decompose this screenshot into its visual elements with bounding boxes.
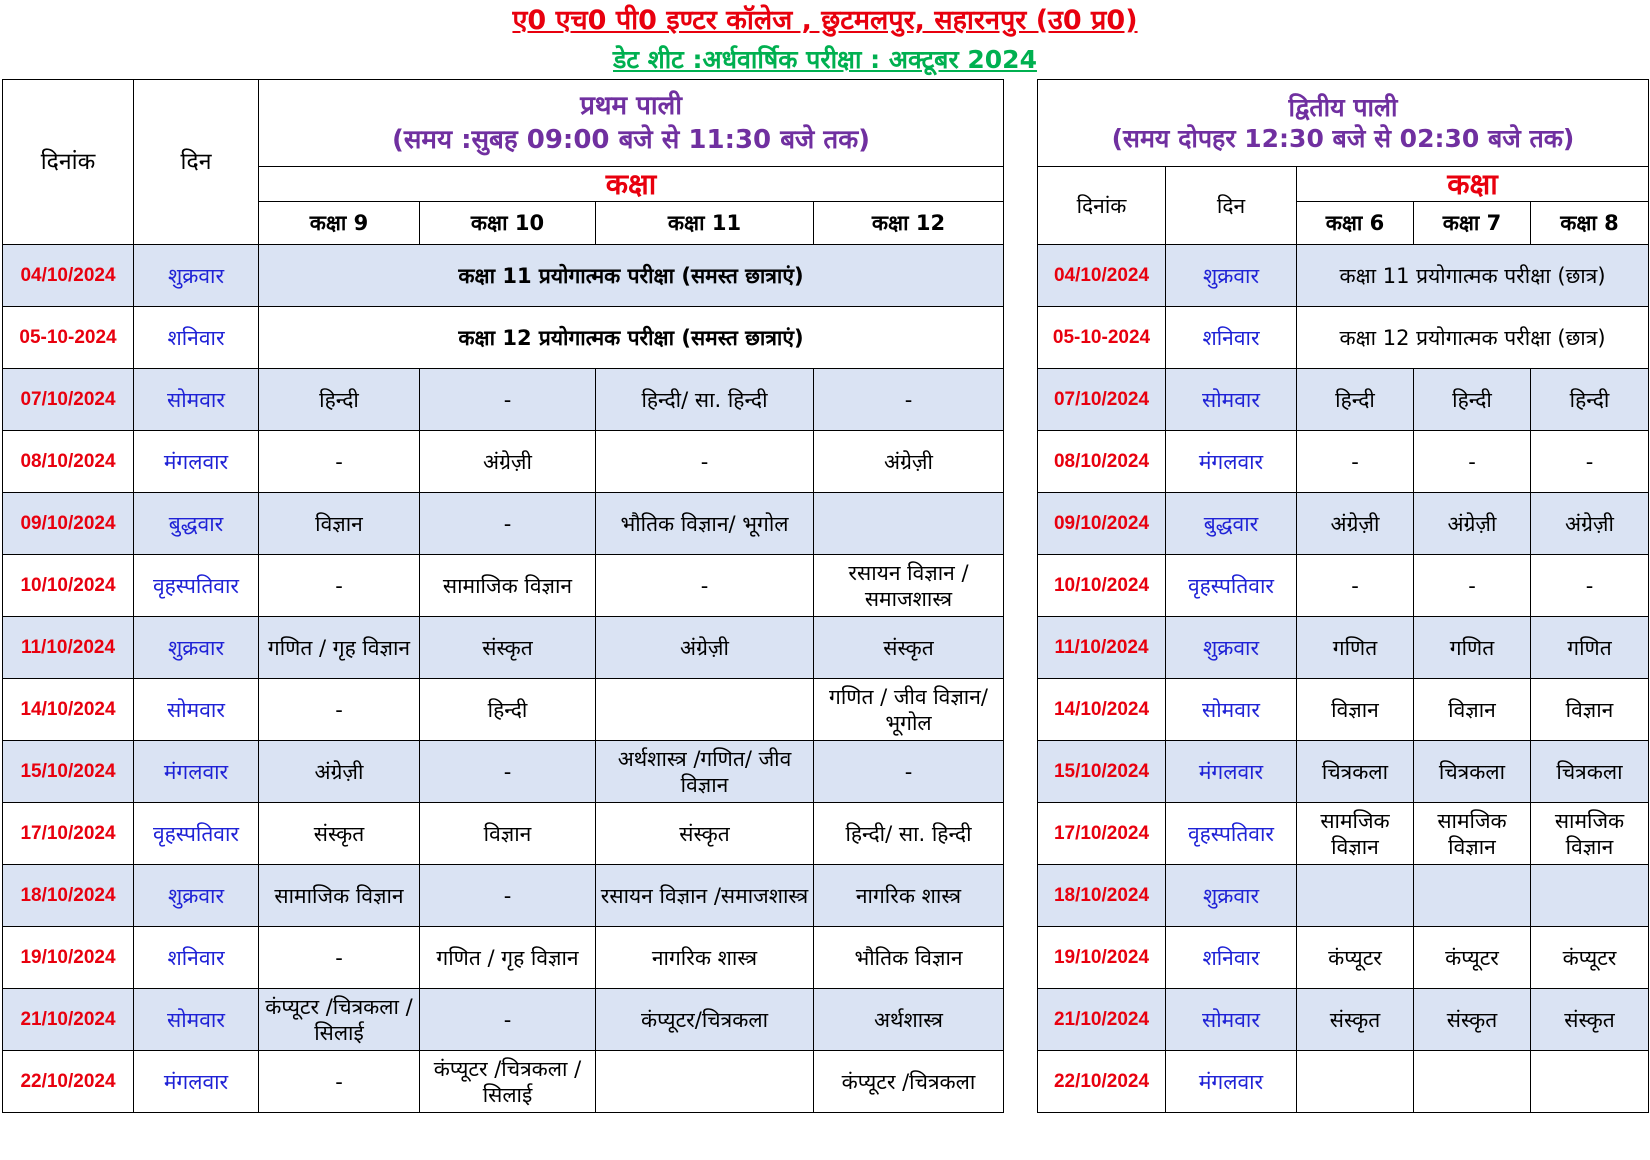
shift2-date-cell: 19/10/2024 xyxy=(1038,927,1166,989)
shift2-name: द्वितीय पाली xyxy=(1288,93,1398,122)
shift2-day-cell: सोमवार xyxy=(1166,989,1297,1051)
class-6-header: कक्षा 6 xyxy=(1297,202,1414,245)
day-cell: शनिवार xyxy=(134,927,259,989)
day-cell: बुद्धवार xyxy=(134,493,259,555)
day-cell: मंगलवार xyxy=(134,431,259,493)
date-cell: 22/10/2024 xyxy=(3,1051,134,1113)
shift1-subject-cell: कंप्यूटर /चित्रकला xyxy=(814,1051,1004,1113)
shift2-subject-cell: चित्रकला xyxy=(1531,741,1649,803)
date-cell: 19/10/2024 xyxy=(3,927,134,989)
shift2-subject-cell: गणित xyxy=(1297,617,1414,679)
shift2-day-cell: मंगलवार xyxy=(1166,1051,1297,1113)
shift1-merged-cell: कक्षा 11 प्रयोगात्मक परीक्षा (समस्त छात्राएं) xyxy=(259,245,1004,307)
table-row xyxy=(3,927,1649,989)
shift1-subject-cell: - xyxy=(259,679,420,741)
shift1-subject-cell: संस्कृत xyxy=(420,617,596,679)
shift1-subject-cell: - xyxy=(420,493,596,555)
table-row xyxy=(3,865,1649,927)
shift1-subject-cell: - xyxy=(259,927,420,989)
day-cell: वृहस्पतिवार xyxy=(134,803,259,865)
shift2-subject-cell: गणित xyxy=(1414,617,1531,679)
header-row-1 xyxy=(3,80,1649,167)
day-cell: सोमवार xyxy=(134,989,259,1051)
shift2-subject-cell: चित्रकला xyxy=(1297,741,1414,803)
shift2-day-cell: सोमवार xyxy=(1166,369,1297,431)
shift-gap xyxy=(1004,80,1038,1113)
table-row xyxy=(3,369,1649,431)
shift2-date-cell: 15/10/2024 xyxy=(1038,741,1166,803)
shift1-subject-cell: संस्कृत xyxy=(814,617,1004,679)
shift2-subject-cell: विज्ञान xyxy=(1414,679,1531,741)
shift2-subject-cell: कंप्यूटर xyxy=(1531,927,1649,989)
day-cell: सोमवार xyxy=(134,679,259,741)
shift2-date-cell: 05-10-2024 xyxy=(1038,307,1166,369)
class-12-header: कक्षा 12 xyxy=(814,202,1004,245)
shift2-time: (समय दोपहर 12:30 बजे से 02:30 बजे तक) xyxy=(1111,124,1575,153)
date-cell: 05-10-2024 xyxy=(3,307,134,369)
shift2-subject-cell: - xyxy=(1414,555,1531,617)
shift1-time: (समय :सुबह 09:00 बजे से 11:30 बजे तक) xyxy=(391,125,871,155)
shift2-subject-cell: विज्ञान xyxy=(1531,679,1649,741)
shift2-subject-cell xyxy=(1414,1051,1531,1113)
shift2-subject-cell: - xyxy=(1297,431,1414,493)
shift2-day-cell: शुक्रवार xyxy=(1166,245,1297,307)
shift2-day-cell: शुक्रवार xyxy=(1166,865,1297,927)
day-cell: शनिवार xyxy=(134,307,259,369)
shift1-subject-cell: हिन्दी/ सा. हिन्दी xyxy=(814,803,1004,865)
date-cell: 18/10/2024 xyxy=(3,865,134,927)
shift2-day-cell: बुद्धवार xyxy=(1166,493,1297,555)
shift1-subject-cell: भौतिक विज्ञान xyxy=(814,927,1004,989)
day-cell: शुक्रवार xyxy=(134,245,259,307)
shift2-subject-cell: अंग्रेज़ी xyxy=(1531,493,1649,555)
shift1-subject-cell: कंप्यूटर /चित्रकला /सिलाई xyxy=(420,1051,596,1113)
table-row xyxy=(3,989,1649,1051)
date-cell: 17/10/2024 xyxy=(3,803,134,865)
shift2-day-cell: सोमवार xyxy=(1166,679,1297,741)
date-cell: 15/10/2024 xyxy=(3,741,134,803)
shift2-subject-cell: हिन्दी xyxy=(1414,369,1531,431)
date-cell: 21/10/2024 xyxy=(3,989,134,1051)
shift1-subject-cell: - xyxy=(259,1051,420,1113)
shift2-subject-cell xyxy=(1531,865,1649,927)
day-cell: शुक्रवार xyxy=(134,617,259,679)
date-cell: 08/10/2024 xyxy=(3,431,134,493)
shift1-subject-cell: गणित / गृह विज्ञान xyxy=(420,927,596,989)
table-row xyxy=(3,493,1649,555)
shift2-date-cell: 11/10/2024 xyxy=(1038,617,1166,679)
shift1-subject-cell: - xyxy=(259,555,420,617)
shift1-name: प्रथम पाली xyxy=(580,91,682,121)
shift2-subject-cell: गणित xyxy=(1531,617,1649,679)
shift1-subject-cell: - xyxy=(814,741,1004,803)
day-cell: वृहस्पतिवार xyxy=(134,555,259,617)
table-row xyxy=(3,617,1649,679)
table-row xyxy=(3,741,1649,803)
shift1-subject-cell: अंग्रेज़ी xyxy=(420,431,596,493)
date-cell: 09/10/2024 xyxy=(3,493,134,555)
shift2-date-cell: 07/10/2024 xyxy=(1038,369,1166,431)
shift2-subject-cell: संस्कृत xyxy=(1414,989,1531,1051)
shift2-subject-cell: संस्कृत xyxy=(1531,989,1649,1051)
shift1-subject-cell: विज्ञान xyxy=(420,803,596,865)
shift2-day-cell: शुक्रवार xyxy=(1166,617,1297,679)
shift2-subject-cell xyxy=(1414,865,1531,927)
shift1-subject-cell: सामाजिक विज्ञान xyxy=(259,865,420,927)
shift2-day-cell: मंगलवार xyxy=(1166,431,1297,493)
date-cell: 14/10/2024 xyxy=(3,679,134,741)
shift2-subject-cell: सामजिक विज्ञान xyxy=(1414,803,1531,865)
shift2-date-cell: 09/10/2024 xyxy=(1038,493,1166,555)
shift1-subject-cell: संस्कृत xyxy=(259,803,420,865)
shift1-subject-cell: विज्ञान xyxy=(259,493,420,555)
shift2-subject-cell: विज्ञान xyxy=(1297,679,1414,741)
shift1-subject-cell: रसायन विज्ञान /समाजशास्त्र xyxy=(596,865,814,927)
shift1-merged-cell: कक्षा 12 प्रयोगात्मक परीक्षा (समस्त छात्राएं) xyxy=(259,307,1004,369)
shift2-subject-cell xyxy=(1297,865,1414,927)
shift2-date-cell: 10/10/2024 xyxy=(1038,555,1166,617)
shift2-subject-cell: - xyxy=(1297,555,1414,617)
shift2-day-cell: वृहस्पतिवार xyxy=(1166,803,1297,865)
day-cell: मंगलवार xyxy=(134,1051,259,1113)
shift1-subject-cell xyxy=(596,1051,814,1113)
shift2-date-cell: 21/10/2024 xyxy=(1038,989,1166,1051)
shift1-subject-cell xyxy=(596,679,814,741)
date-column-header: दिनांक xyxy=(3,80,134,245)
table-row xyxy=(3,245,1649,307)
shift1-subject-cell: गणित / गृह विज्ञान xyxy=(259,617,420,679)
shift1-subject-cell: अंग्रेज़ी xyxy=(596,617,814,679)
shift1-subject-cell: अंग्रेज़ी xyxy=(259,741,420,803)
shift2-subject-cell: चित्रकला xyxy=(1414,741,1531,803)
shift1-subject-cell: - xyxy=(814,369,1004,431)
shift1-subject-cell: भौतिक विज्ञान/ भूगोल xyxy=(596,493,814,555)
shift2-date-column-header: दिनांक xyxy=(1038,167,1166,245)
shift1-class-label: कक्षा xyxy=(259,167,1004,202)
shift1-subject-cell: गणित / जीव विज्ञान/ भूगोल xyxy=(814,679,1004,741)
shift2-subject-cell xyxy=(1531,1051,1649,1113)
table-row xyxy=(3,1051,1649,1113)
shift1-subject-cell: - xyxy=(420,369,596,431)
shift1-subject-cell: सामाजिक विज्ञान xyxy=(420,555,596,617)
shift2-date-cell: 08/10/2024 xyxy=(1038,431,1166,493)
shift1-subject-cell: रसायन विज्ञान /समाजशास्त्र xyxy=(814,555,1004,617)
shift2-header xyxy=(1038,80,1649,167)
shift2-subject-cell: सामजिक विज्ञान xyxy=(1531,803,1649,865)
shift2-subject-cell: - xyxy=(1531,431,1649,493)
shift2-day-cell: शनिवार xyxy=(1166,307,1297,369)
table-row xyxy=(3,555,1649,617)
class-9-header: कक्षा 9 xyxy=(259,202,420,245)
shift1-subject-cell: - xyxy=(259,431,420,493)
table-row xyxy=(3,307,1649,369)
shift1-header xyxy=(259,80,1004,167)
shift2-merged-cell: कक्षा 12 प्रयोगात्मक परीक्षा (छात्र) xyxy=(1297,307,1649,369)
date-cell: 04/10/2024 xyxy=(3,245,134,307)
shift1-subject-cell: नागरिक शास्त्र xyxy=(814,865,1004,927)
shift2-subject-cell: संस्कृत xyxy=(1297,989,1414,1051)
day-cell: शुक्रवार xyxy=(134,865,259,927)
class-7-header: कक्षा 7 xyxy=(1414,202,1531,245)
class-10-header: कक्षा 10 xyxy=(420,202,596,245)
shift1-subject-cell: - xyxy=(596,431,814,493)
shift2-subject-cell: अंग्रेज़ी xyxy=(1414,493,1531,555)
shift1-subject-cell: हिन्दी xyxy=(420,679,596,741)
shift2-subject-cell: - xyxy=(1531,555,1649,617)
shift2-date-cell: 14/10/2024 xyxy=(1038,679,1166,741)
day-cell: सोमवार xyxy=(134,369,259,431)
table-row xyxy=(3,431,1649,493)
shift1-subject-cell: - xyxy=(420,989,596,1051)
table-row xyxy=(3,679,1649,741)
class-8-header: कक्षा 8 xyxy=(1531,202,1649,245)
shift1-subject-cell: - xyxy=(420,741,596,803)
shift1-subject-cell: हिन्दी/ सा. हिन्दी xyxy=(596,369,814,431)
shift2-date-cell: 22/10/2024 xyxy=(1038,1051,1166,1113)
day-column-header: दिन xyxy=(134,80,259,245)
date-cell: 07/10/2024 xyxy=(3,369,134,431)
shift1-subject-cell: अर्थशास्त्र xyxy=(814,989,1004,1051)
shift2-day-cell: मंगलवार xyxy=(1166,741,1297,803)
table-row xyxy=(3,803,1649,865)
shift1-subject-cell: - xyxy=(420,865,596,927)
shift2-date-cell: 18/10/2024 xyxy=(1038,865,1166,927)
shift1-subject-cell: अर्थशास्त्र /गणित/ जीव विज्ञान xyxy=(596,741,814,803)
shift2-day-cell: शनिवार xyxy=(1166,927,1297,989)
shift2-date-cell: 04/10/2024 xyxy=(1038,245,1166,307)
shift1-subject-cell: कंप्यूटर/चित्रकला xyxy=(596,989,814,1051)
date-sheet-table xyxy=(2,79,1649,1113)
shift1-subject-cell xyxy=(814,493,1004,555)
shift2-subject-cell: कंप्यूटर xyxy=(1297,927,1414,989)
shift1-subject-cell: - xyxy=(596,555,814,617)
shift2-date-cell: 17/10/2024 xyxy=(1038,803,1166,865)
page-title: ए0 एच0 पी0 इण्टर कॉलेज , छुटमलपुर, सहारनपुर (उ0 प्र0) xyxy=(512,5,1138,36)
shift2-day-column-header: दिन xyxy=(1166,167,1297,245)
shift2-subject-cell: अंग्रेज़ी xyxy=(1297,493,1414,555)
shift2-class-label: कक्षा xyxy=(1297,167,1649,202)
date-cell: 11/10/2024 xyxy=(3,617,134,679)
day-cell: मंगलवार xyxy=(134,741,259,803)
shift2-day-cell: वृहस्पतिवार xyxy=(1166,555,1297,617)
shift2-subject-cell: सामजिक विज्ञान xyxy=(1297,803,1414,865)
date-cell: 10/10/2024 xyxy=(3,555,134,617)
shift1-subject-cell: अंग्रेज़ी xyxy=(814,431,1004,493)
shift1-subject-cell: नागरिक शास्त्र xyxy=(596,927,814,989)
shift1-subject-cell: हिन्दी xyxy=(259,369,420,431)
shift2-subject-cell: हिन्दी xyxy=(1531,369,1649,431)
class-11-header: कक्षा 11 xyxy=(596,202,814,245)
shift2-merged-cell: कक्षा 11 प्रयोगात्मक परीक्षा (छात्र) xyxy=(1297,245,1649,307)
shift2-subject-cell xyxy=(1297,1051,1414,1113)
page-subtitle: डेट शीट :अर्धवार्षिक परीक्षा : अक्टूबर 2024 xyxy=(613,45,1037,74)
shift1-subject-cell: संस्कृत xyxy=(596,803,814,865)
shift2-subject-cell: - xyxy=(1414,431,1531,493)
shift1-subject-cell: कंप्यूटर /चित्रकला /सिलाई xyxy=(259,989,420,1051)
shift2-subject-cell: कंप्यूटर xyxy=(1414,927,1531,989)
shift2-subject-cell: हिन्दी xyxy=(1297,369,1414,431)
